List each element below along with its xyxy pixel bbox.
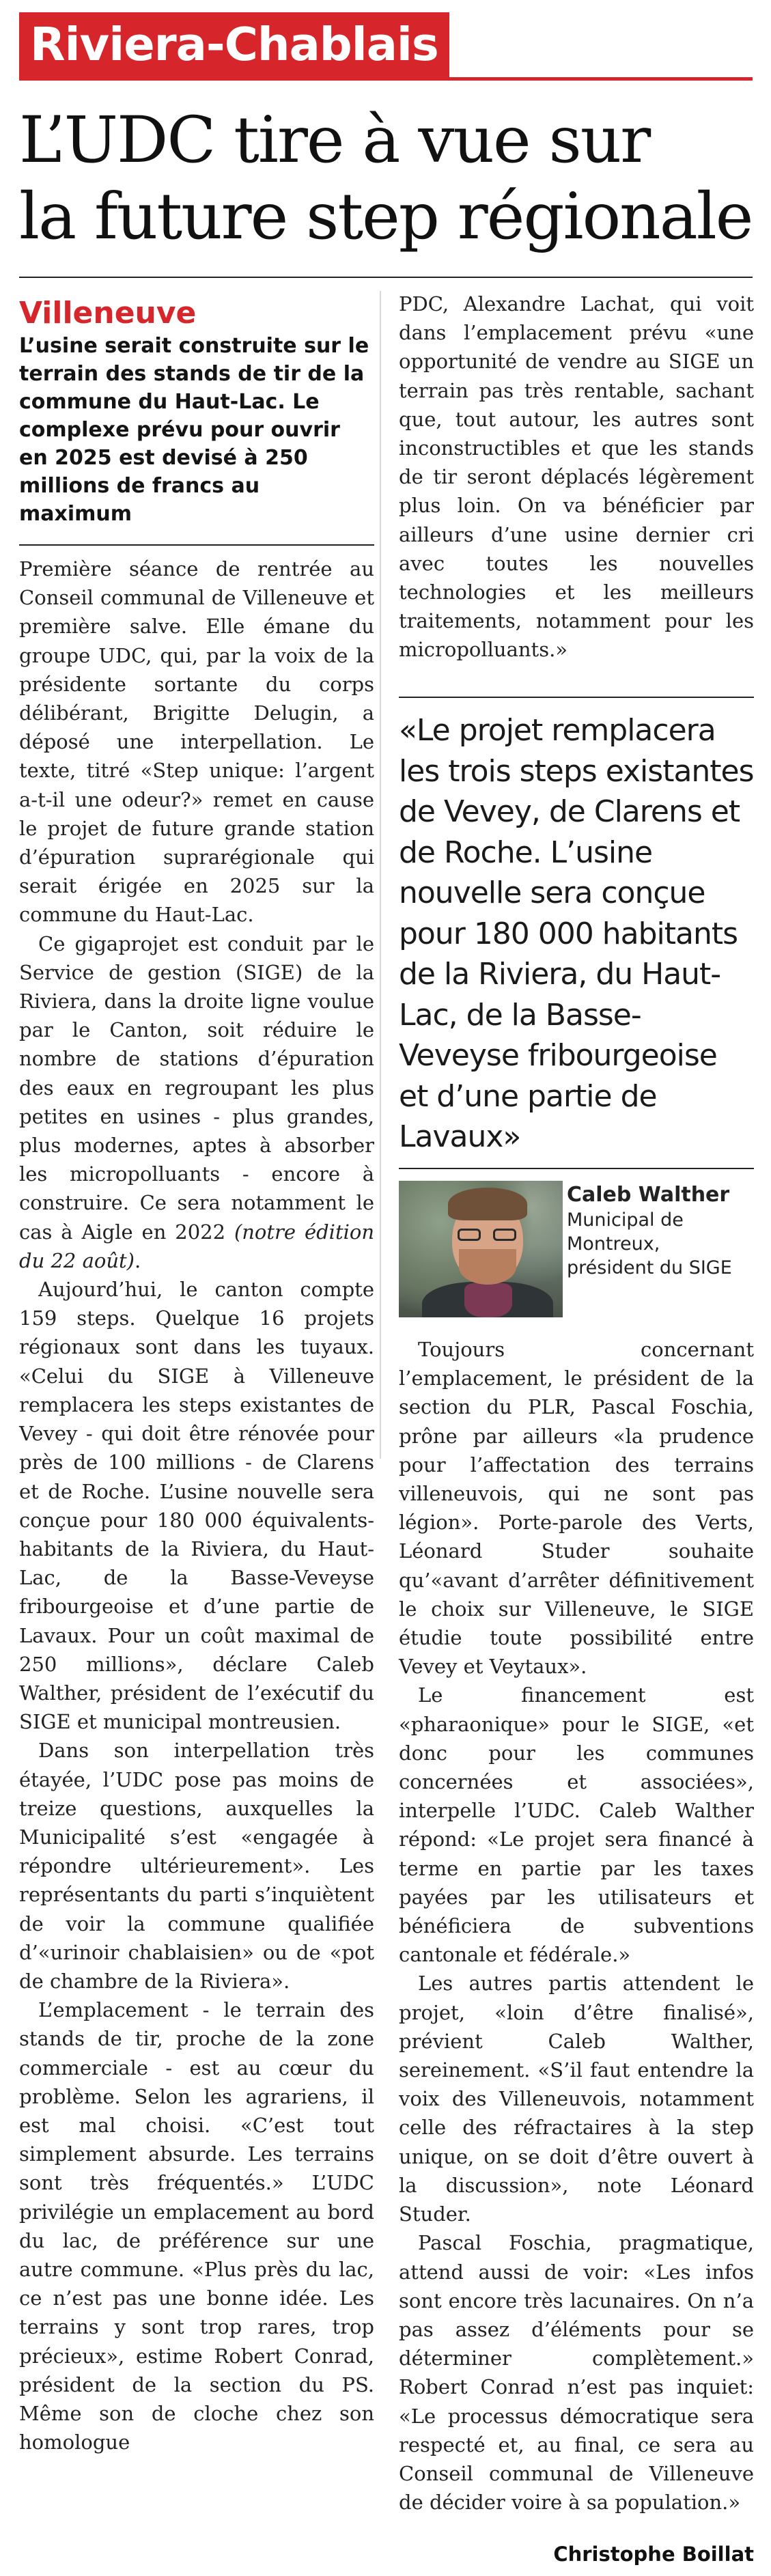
rubric-rule [19,77,753,81]
portrait-caption [567,1182,753,1280]
section-rubric: Riviera-Chablais [19,12,449,77]
article-lead: L’usine serait construite sur le terrain des stands de tir de la commune du Haut-Lac. Le complexe prévu pour ouvrir en 2025 est devisé à 250 millions de francs au maximum [19,334,369,526]
paragraph: L’emplacement - le terrain des stands de tir, proche de la zone commerciale - est au cœur du problème. Selon les agrariens, il est mal choisi. «C’est tout simplement absurde. Les terrains sont très fréquentés.» L’UDC privilégie un emplacement au bord du lac, de préférence sur une autre commune. «Plus près du lac, ce n’est pas une bonne idée. Les terrains y sont trop rares, trop précieux», estime Robert Conrad, président de la section du PS. Même son de cloche chez son homologue [19,1998,374,2454]
paragraph: Les autres partis attendent le projet, «loin d’être finalisé», prévient Caleb Walther, sereinement. «S’il faut entendre la voix des Villeneuvois, notamment celle des réfractaires à la step unique, on se doit d’être ouvert à la discussion», note Léonard Studer. [399,1972,754,2226]
lead-rule [19,544,374,546]
pullquote-rule-bottom [399,1168,754,1169]
headline-line-1: L’UDC tire à vue sur [19,103,650,178]
paragraph: Dans son interpellation très étayée, l’UDC pose pas moins de treize questions, auxquelles la Municipalité s’est «engagée à répondre ultérieurement». Les représentants du parti s’inquiètent de voir la commune qualifiée d’«urinoir chablaisien» ou de «pot de chambre de la Riviera». [19,1739,374,1993]
paragraph: Ce gigaprojet est conduit par le Service de gestion (SIGE) de la Riviera, dans la droite ligne voulue par le Canton, soit réduire le nombre de stations d’épuration des eaux en regroupant les plus petites en usines - plus grandes, plus modernes, aptes à absorber les micropolluants - encore à construire. Ce sera notamment le cas à Aigle en 2022 (notre édition du 22 août). [19,932,375,1272]
article-headline [19,102,753,255]
pullquote-rule-top [399,697,754,698]
paragraph: Le financement est «pharaonique» pour le SIGE, «et donc pour les communes concernées et associées», interpelle l’UDC. Caleb Walther répond: «Le projet sera financé à terme en partie par les taxes payées par les utilisateurs et bénéficiera de subventions cantonale et fédérale.» [399,1683,754,1967]
column-divider [380,291,381,1459]
paragraph: Pascal Foschia, pragmatique, attend aussi de voir: «Les infos sont encore très lacunaires. On n’a pas assez d’éléments pour se déterminer complètement.» Robert Conrad n’est pas inquiet: «Le processus démocratique sera respecté et, au final, ce sera au Conseil communal de Villeneuve de décider voire à sa population.» [399,2231,754,2515]
left-column-body [19,555,374,2456]
paragraph: Aujourd’hui, le canton compte 159 steps. Quelque 16 projets régionaux sont dans les tuyaux. «Celui du SIGE à Villeneuve remplacera les steps existantes de Vevey - qui doit être rénovée pour près de 100 millions - de Clarens et de Roche. L’usine nouvelle sera conçue pour 180 000 équivalents-habitants de la Riviera, du Haut-Lac, de la Basse-Veveyse fribourgeoise et d’une partie de Lavaux. Pour un coût maximal de 250 millions», déclare Caleb Walther, président de l’exécutif du SIGE et municipal montreusien. [19,1278,374,1734]
caption-role: Municipal de Montreux, président du SIGE [567,1209,732,1278]
paragraph: PDC, Alexandre Lachat, qui voit dans l’emplacement prévu «une opportunité de vendre au SIGE un terrain pas très rentable, sachant que, tout autour, les autres sont inconstructibles et que les stands de tir seront déplacés légèrement plus loin. On va bénéficier par ailleurs d’une usine dernier cri avec toutes les nouvelles technologies et les meilleurs traitements, notamment pour les micropolluants.» [399,292,754,662]
headline-rule [19,277,753,278]
right-column-bottom [399,1335,754,2517]
headline-line-2: la future step régionale [19,180,753,254]
author-signature: Christophe Boillat [553,2543,754,2566]
dateline-place: Villeneuve [19,296,197,331]
paragraph: Toujours concernant l’emplacement, le président de la section du PLR, Pascal Foschia, prône par ailleurs «la prudence pour l’affectation des terrains villeneuvois, qui ne sont pas légion». Porte-parole des Verts, Léonard Studer souhaite qu’«avant d’arrêter définitivement le choix sur Villeneuve, le SIGE étudie toute possibilité entre Vevey et Veytaux». [399,1338,754,1679]
paragraph: Première séance de rentrée au Conseil communal de Villeneuve et première salve. Elle émane du groupe UDC, qui, par la voix de la présidente sortante du corps délibérant, Brigitte Delugin, a déposé une interpellation. Le texte, titré «Step unique: l’argent a-t-il une odeur?» remet en cause le projet de future grande station d’épuration suprarégionale qui serait érigée en 2025 sur la commune du Haut-Lac. [19,557,374,927]
edition-note: (notre édition du 22 août) [19,1220,375,1272]
right-column-top [399,290,754,664]
caption-name: Caleb Walther [567,1183,730,1207]
pull-quote: «Le projet remplacera les trois steps existantes de Vevey, de Clarens et de Roche. L’usine nouvelle sera conçue pour 180 000 habitants de la Riviera, du Haut-Lac, de la Basse-Veveyse fribourgeoise et d’une partie de Lavaux» [399,713,754,1154]
portrait-photo [399,1181,563,1317]
